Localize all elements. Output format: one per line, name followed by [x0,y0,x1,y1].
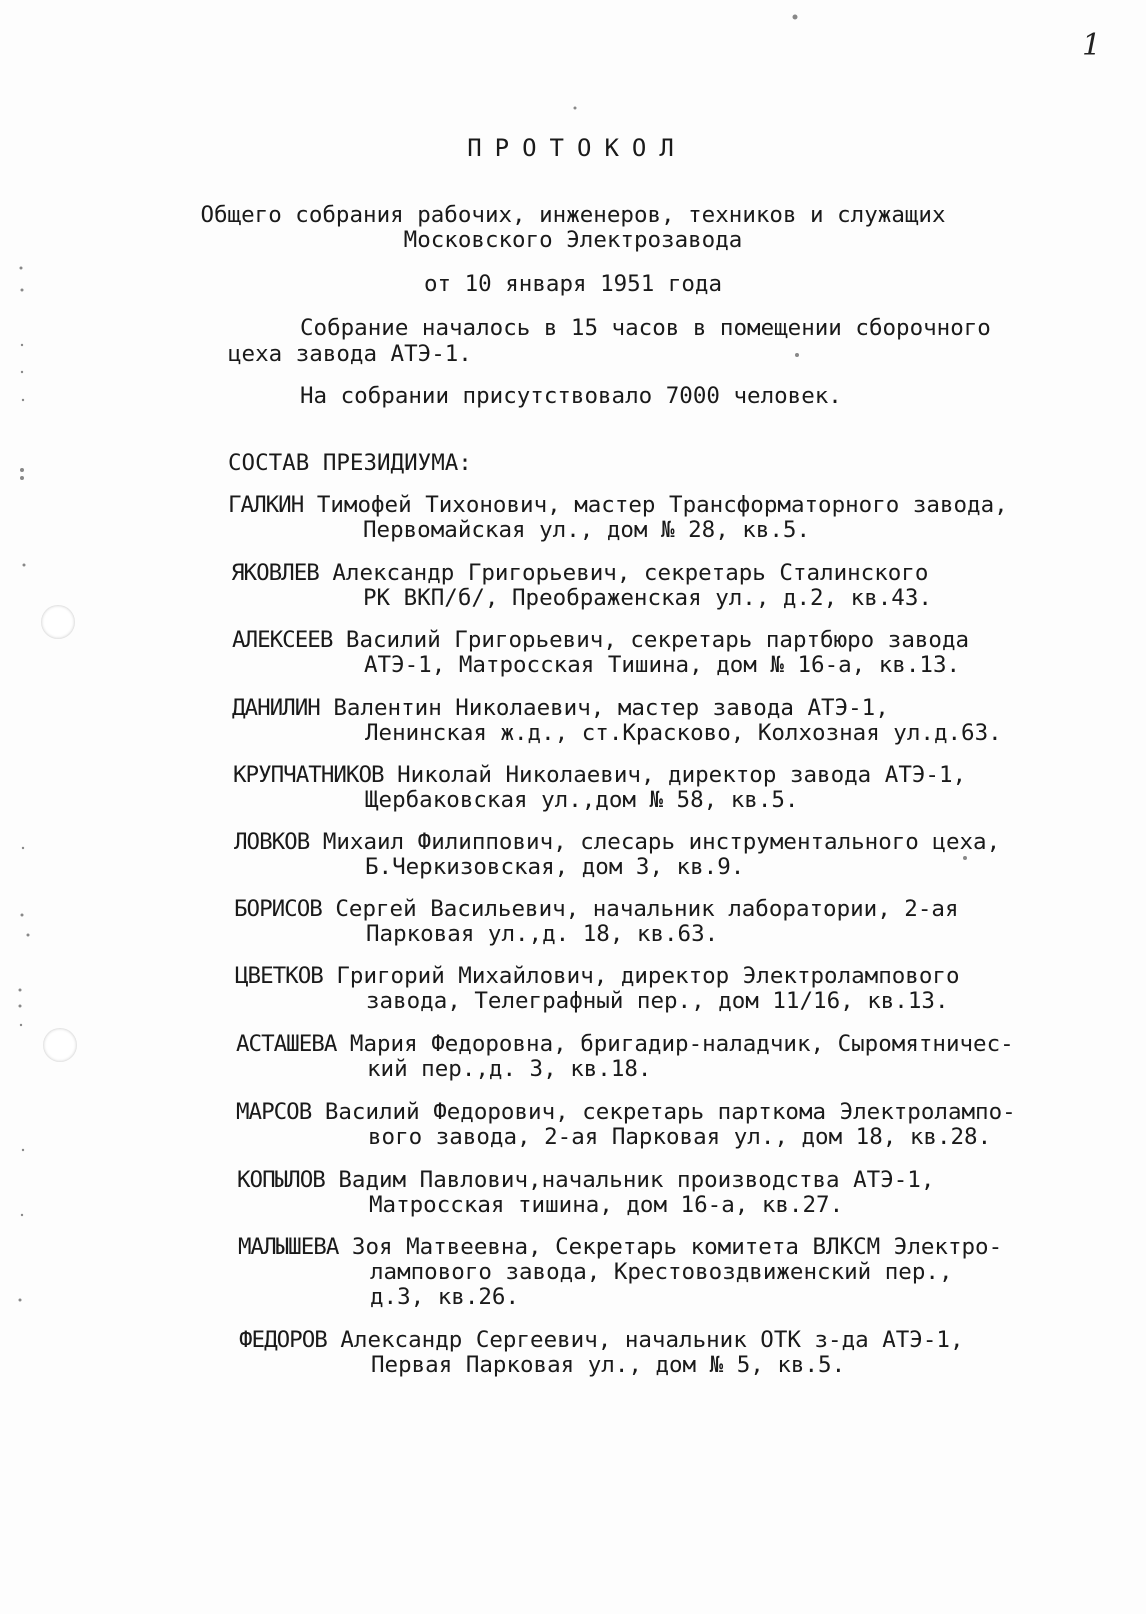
opening-line-2: цеха завода АТЭ-1. [228,341,472,367]
member-surname: ГАЛКИН [228,492,304,518]
subtitle-line-1: Общего собрания рабочих, инженеров, техников и служащих [200,202,946,228]
member-details: Василий Федорович, секретарь парткома Электролампо- [311,1099,1016,1125]
member-surname: ЛОВКОВ [234,829,310,855]
presidium-member-line [231,562,928,585]
member-details: Валентин Николаевич, мастер завода АТЭ-1, [319,695,889,721]
member-details: Зоя Матвеевна, Секретарь комитета ВЛКСМ Электро- [338,1234,1003,1260]
member-details: Мария Федоровна, бригадир-наладчик, Сыромятничес- [336,1031,1014,1057]
member-details: Сергей Васильевич, начальник лаборатории, 2-ая [321,896,959,922]
presidium-member-line [234,898,959,921]
member-surname: КРУПЧАТНИКОВ [233,762,384,788]
member-details: Александр Григорьевич, секретарь Сталинского [318,560,929,586]
presidium-member-line [236,1101,1016,1124]
punch-hole-lower [43,1028,77,1062]
presidium-member-line [233,764,966,787]
member-details: Вадим Павлович,начальник производства АТЭ-1, [324,1167,935,1193]
presidium-member-line [236,1033,1014,1056]
member-details: Тимофей Тихонович, мастер Трансформаторного завода, [303,492,1008,518]
member-address: Ленинская ж.д., ст.Красково, Колхозная ул.д.63. [365,720,1002,746]
member-details: Григорий Михайлович, директор Электролампового [322,963,960,989]
date-line: от 10 января 1951 года [423,271,722,297]
presidium-member-line [238,1236,1002,1259]
member-surname: БОРИСОВ [234,896,322,922]
member-details: Михаил Филиппович, слесарь инструментального цеха, [309,829,1001,855]
member-address: Б.Черкизовская, дом 3, кв.9. [365,854,745,880]
member-address: АТЭ-1, Матросская Тишина, дом № 16-а, кв.13. [364,652,961,678]
member-surname: АЛЕКСЕЕВ [232,627,333,653]
page-number: 1 [1082,28,1102,63]
presidium-member-line [228,494,1008,517]
member-surname: ФЕДОРОВ [239,1327,327,1353]
attendance-line: На собрании присутствовало 7000 человек. [300,383,842,409]
member-address: кий пер.,д. 3, кв.18. [367,1056,652,1082]
member-surname: МАЛЫШЕВА [238,1234,339,1260]
presidium-member-line [235,965,960,988]
member-address: Первомайская ул., дом № 28, кв.5. [363,517,811,543]
member-surname: ДАНИЛИН [232,695,320,721]
presidium-member-line [239,1329,964,1352]
member-address: Парковая ул.,д. 18, кв.63. [366,921,719,947]
presidium-member-line [234,831,1000,854]
member-surname: АСТАШЕВА [236,1031,337,1057]
member-details: Василий Григорьевич, секретарь партбюро завода [332,627,970,653]
member-details: Николай Николаевич, директор завода АТЭ-1, [383,762,967,788]
member-address: Первая Парковая ул., дом № 5, кв.5. [371,1352,846,1378]
presidium-member-line [232,697,889,720]
opening-line-1: Собрание началось в 15 часов в помещении сборочного [300,315,991,341]
member-address: Щербаковская ул.,дом № 58, кв.5. [365,787,799,813]
member-details: Александр Сергеевич, начальник ОТК з-да АТЭ-1, [326,1327,964,1353]
presidium-heading: СОСТАВ ПРЕЗИДИУМА: [228,450,472,476]
member-address: РК ВКП/б/, Преображенская ул., д.2, кв.43. [363,585,932,611]
member-surname: ЯКОВЛЕВ [231,560,319,586]
member-surname: ЦВЕТКОВ [235,963,323,989]
member-address: д.3, кв.26. [370,1284,520,1310]
subtitle-line-2: Московского Электрозавода [403,227,743,253]
member-address: завода, Телеграфный пер., дом 11/16, кв.13. [366,988,949,1014]
member-surname: МАРСОВ [236,1099,312,1125]
presidium-member-line [232,629,969,652]
document-title: ПРОТОКОЛ [467,134,687,162]
member-address: Матросская тишина, дом 16-а, кв.27. [369,1192,844,1218]
member-surname: КОПЫЛОВ [237,1167,325,1193]
presidium-member-line [237,1169,934,1192]
member-address: лампового завода, Крестовоздвиженский пер., [370,1259,953,1285]
punch-hole-upper [41,605,75,639]
member-address: вого завода, 2-ая Парковая ул., дом 18, кв.28. [368,1124,992,1150]
